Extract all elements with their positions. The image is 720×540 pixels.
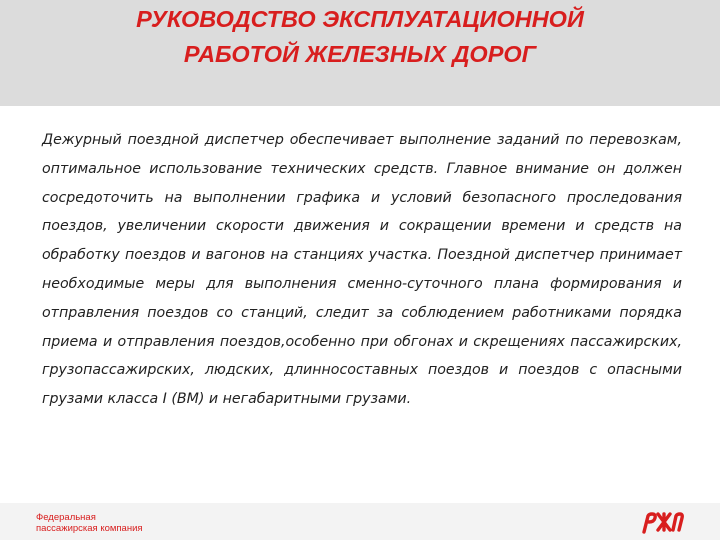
company-name: [36, 512, 143, 534]
company-name-line-1: Федеральная: [36, 512, 96, 523]
slide-title-line-2: РАБОТОЙ ЖЕЛЕЗНЫХ ДОРОГ: [183, 41, 537, 67]
rzd-logo-icon: [640, 509, 686, 535]
company-name-line-2: пассажирская компания: [36, 523, 143, 534]
slide-body-text: Дежурный поездной диспетчер обеспечивает выполнение заданий по перевозкам, оптимальное использование технических средств. Главное внимание он должен сосредоточить на выполнении графика и условий безопасного проследования поездов, увеличении скорости движения и сокращении времени и средств на обработку поездов и вагонов на станциях участка. Поездной диспетчер принимает необходимые меры для выполнения сменно-суточного плана формирования и отправления поездов со станций, следит за соблюдением работниками порядка приема и отправления поездов,особенно при обгонах и скрещениях пассажирских, грузопассажирских, людских, длинносоставных поездов и поездов с опасными грузами класса I (ВМ) и негабаритными грузами.: [42, 132, 682, 408]
slide-title: [0, 2, 720, 72]
slide-title-line-1: РУКОВОДСТВО ЭКСПЛУАТАЦИОННОЙ: [136, 6, 584, 32]
